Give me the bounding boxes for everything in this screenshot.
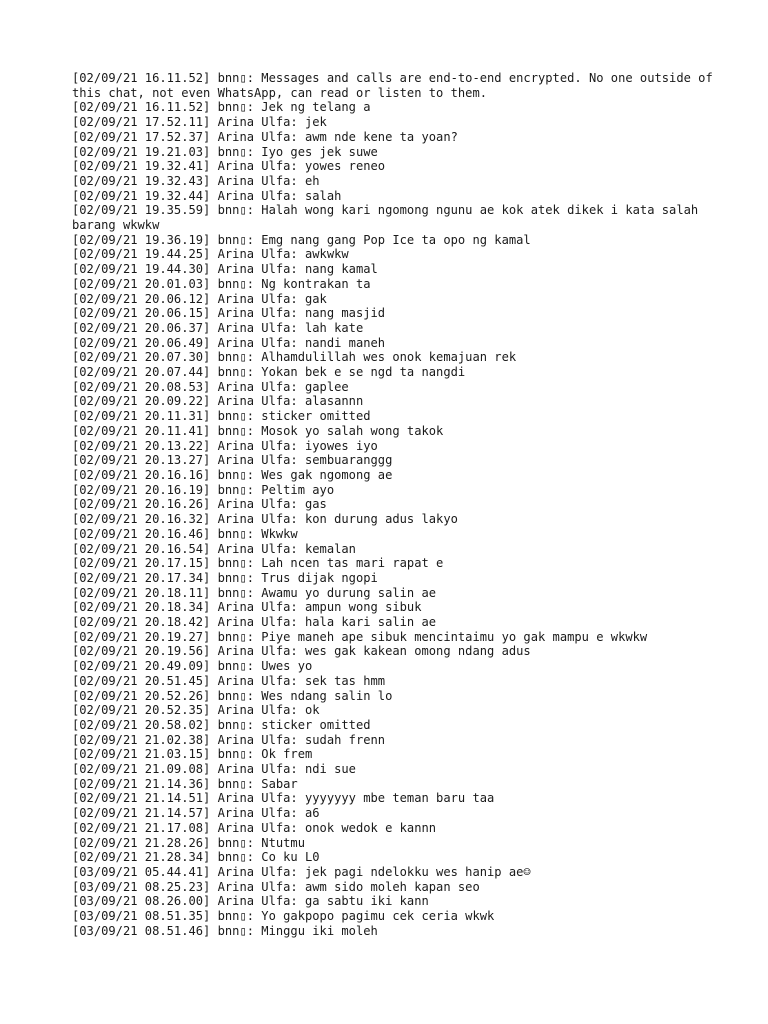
chat-message: [02/09/21 20.13.22] Arina Ulfa: iyowes iyo — [72, 438, 378, 453]
chat-message: [02/09/21 20.19.56] Arina Ulfa: wes gak kakean omong ndang adus — [72, 644, 531, 659]
chat-message: [02/09/21 16.11.52] bnn▯: Messages and calls are end-to-end encrypted. No one outside of this chat, not even WhatsApp, can read or listen to them. — [72, 71, 721, 100]
chat-message: [02/09/21 20.16.19] bnn▯: Peltim ayo — [72, 482, 335, 497]
chat-message: [03/09/21 08.51.46] bnn▯: Minggu iki moleh — [72, 923, 378, 938]
chat-message: [02/09/21 20.06.49] Arina Ulfa: nandi maneh — [72, 335, 386, 350]
chat-message: [02/09/21 20.16.16] bnn▯: Wes gak ngomong ae — [72, 467, 393, 482]
chat-message: [02/09/21 19.35.59] bnn▯: Halah wong kari ngomong ngunu ae kok atek dikek i kata salah barang wkwkw — [72, 203, 706, 233]
chat-message: [02/09/21 20.19.27] bnn▯: Piye maneh ape sibuk mencintaimu yo gak mampu e wkwkw — [72, 629, 648, 644]
chat-message: [02/09/21 21.03.15] bnn▯: Ok frem — [72, 747, 313, 762]
chat-message: [02/09/21 20.07.30] bnn▯: Alhamdulillah wes onok kemajuan rek — [72, 350, 517, 365]
chat-message: [02/09/21 20.06.12] Arina Ulfa: gak — [72, 291, 327, 306]
chat-transcript — [72, 71, 732, 938]
chat-message: [02/09/21 21.14.36] bnn▯: Sabar — [72, 776, 298, 791]
chat-message: [02/09/21 19.44.25] Arina Ulfa: awkwkw — [72, 247, 349, 262]
chat-message: [02/09/21 20.51.45] Arina Ulfa: sek tas hmm — [72, 673, 386, 688]
chat-message: [02/09/21 20.11.41] bnn▯: Mosok yo salah wong takok — [72, 423, 444, 438]
chat-message: [02/09/21 20.49.09] bnn▯: Uwes yo — [72, 659, 313, 674]
chat-message: [02/09/21 20.52.26] bnn▯: Wes ndang salin lo — [72, 688, 393, 703]
chat-message: [02/09/21 19.44.30] Arina Ulfa: nang kamal — [72, 262, 378, 277]
chat-message: [02/09/21 20.09.22] Arina Ulfa: alasannn — [72, 394, 364, 409]
chat-message: [02/09/21 21.09.08] Arina Ulfa: ndi sue — [72, 762, 356, 777]
chat-message: [02/09/21 21.28.34] bnn▯: Co ku L0 — [72, 850, 320, 865]
chat-message: [02/09/21 20.18.42] Arina Ulfa: hala kari salin ae — [72, 615, 437, 630]
chat-message: [03/09/21 08.25.23] Arina Ulfa: awm sido moleh kapan seo — [72, 879, 480, 894]
chat-message: [02/09/21 21.02.38] Arina Ulfa: sudah frenn — [72, 732, 386, 747]
chat-message: [02/09/21 17.52.11] Arina Ulfa: jek — [72, 115, 327, 130]
chat-message: [02/09/21 17.52.37] Arina Ulfa: awm nde kene ta yoan? — [72, 129, 458, 144]
chat-message: [03/09/21 08.51.35] bnn▯: Yo gakpopo pagimu cek ceria wkwk — [72, 909, 495, 924]
chat-message: [02/09/21 19.32.41] Arina Ulfa: yowes reneo — [72, 159, 386, 174]
chat-message: [02/09/21 21.28.26] bnn▯: Ntutmu — [72, 835, 305, 850]
chat-message: [02/09/21 19.36.19] bnn▯: Emg nang gang Pop Ice ta opo ng kamal — [72, 232, 531, 247]
chat-message: [02/09/21 20.18.34] Arina Ulfa: ampun wong sibuk — [72, 600, 422, 615]
chat-message: [02/09/21 20.17.34] bnn▯: Trus dijak ngopi — [72, 570, 378, 585]
chat-message: [02/09/21 20.16.54] Arina Ulfa: kemalan — [72, 541, 356, 556]
chat-message: [02/09/21 20.06.37] Arina Ulfa: lah kate — [72, 320, 364, 335]
chat-message: [02/09/21 19.32.43] Arina Ulfa: eh — [72, 173, 320, 188]
chat-message: [02/09/21 20.01.03] bnn▯: Ng kontrakan ta — [72, 276, 371, 291]
chat-message: [02/09/21 21.17.08] Arina Ulfa: onok wedok e kannn — [72, 820, 437, 835]
chat-message: [02/09/21 20.11.31] bnn▯: sticker omitted — [72, 409, 371, 424]
chat-message: [02/09/21 19.32.44] Arina Ulfa: salah — [72, 188, 342, 203]
chat-message: [02/09/21 16.11.52] bnn▯: Jek ng telang a — [72, 100, 371, 115]
chat-message: [02/09/21 20.06.15] Arina Ulfa: nang masjid — [72, 306, 386, 321]
chat-message: [03/09/21 05.44.41] Arina Ulfa: jek pagi ndelokku wes hanip ae☺ — [72, 864, 531, 879]
chat-message: [02/09/21 20.16.26] Arina Ulfa: gas — [72, 497, 327, 512]
chat-message: [02/09/21 20.18.11] bnn▯: Awamu yo durung salin ae — [72, 585, 437, 600]
chat-message: [02/09/21 20.16.32] Arina Ulfa: kon durung adus lakyo — [72, 512, 458, 527]
chat-message: [02/09/21 21.14.51] Arina Ulfa: yyyyyyy mbe teman baru taa — [72, 791, 495, 806]
chat-message: [03/09/21 08.26.00] Arina Ulfa: ga sabtu iki kann — [72, 894, 429, 909]
chat-message: [02/09/21 20.16.46] bnn▯: Wkwkw — [72, 526, 298, 541]
chat-message: [02/09/21 21.14.57] Arina Ulfa: a6 — [72, 806, 320, 821]
chat-message: [02/09/21 20.13.27] Arina Ulfa: sembuaranggg — [72, 453, 393, 468]
chat-message: [02/09/21 20.08.53] Arina Ulfa: gaplee — [72, 379, 349, 394]
chat-message: [02/09/21 20.52.35] Arina Ulfa: ok — [72, 703, 320, 718]
chat-message: [02/09/21 20.07.44] bnn▯: Yokan bek e se ngd ta nangdi — [72, 365, 466, 380]
chat-message: [02/09/21 20.58.02] bnn▯: sticker omitted — [72, 717, 371, 732]
chat-message: [02/09/21 20.17.15] bnn▯: Lah ncen tas mari rapat e — [72, 556, 444, 571]
chat-message: [02/09/21 19.21.03] bnn▯: Iyo ges jek suwe — [72, 144, 378, 159]
